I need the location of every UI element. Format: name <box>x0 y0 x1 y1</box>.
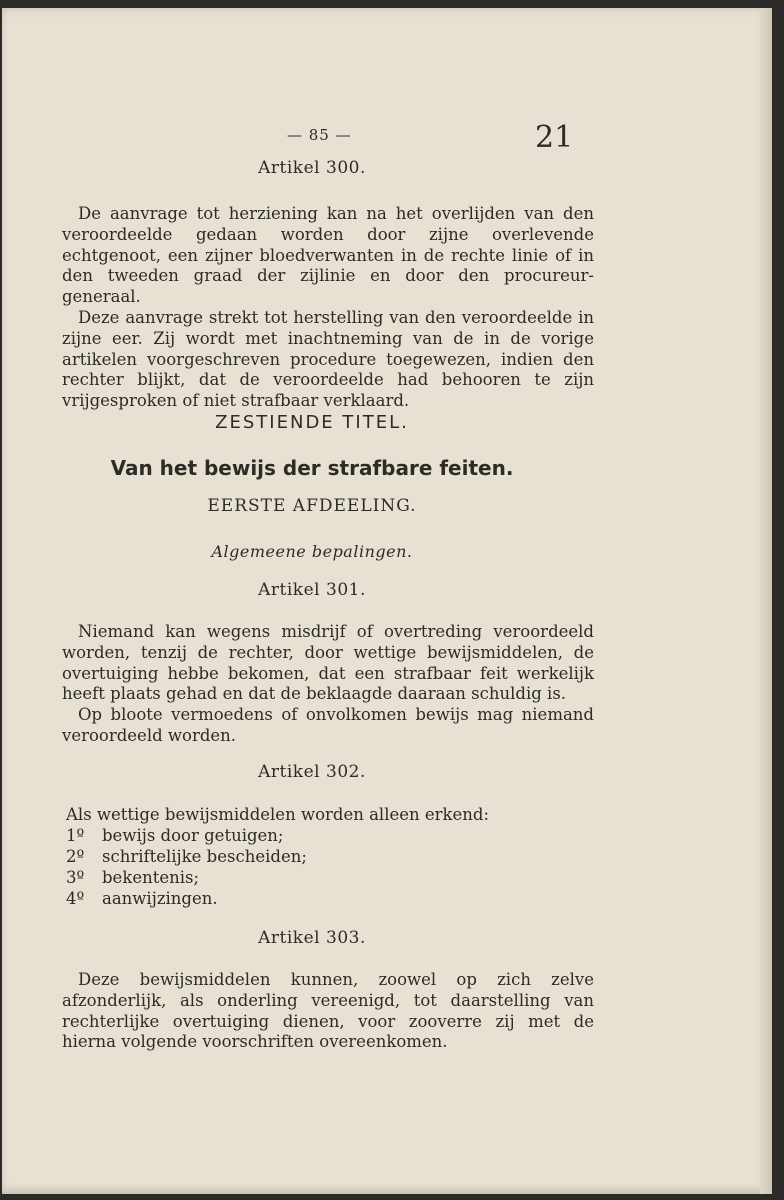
article-301-heading: Artikel 301. <box>258 580 366 600</box>
list-item-text: bewijs door getuigen; <box>102 826 284 845</box>
folio-number: — 85 — <box>287 126 352 144</box>
article-302-heading: Artikel 302. <box>258 762 366 782</box>
list-item-text: aanwijzingen. <box>102 889 218 908</box>
list-item-number: 3º <box>66 868 85 887</box>
article-300-paragraph-2: Deze aanvrage strekt tot herstelling van den veroordeelde in zijne eer. Zij wordt met inachtneming van de in de vorige artikelen voorgeschreven procedure toegewezen, indien den rechter blijkt, dat de veroordeelde had behooren te zijn vrijgesproken of niet strafbaar verklaard. <box>62 307 594 411</box>
subsection-heading: Algemeene bepalingen. <box>211 542 413 561</box>
article-303-paragraph-1: Deze bewijsmiddelen kunnen, zoowel op zich zelve afzonderlijk, als onderling vereenigd, tot daarstelling van rechterlijke overtuiging dienen, voor zooverre zij met de hierna volgende voorschriften overeenkomen. <box>62 970 594 1052</box>
list-item <box>66 888 594 909</box>
page-edge <box>760 8 772 1194</box>
article-301-body <box>62 622 594 747</box>
section-heading: EERSTE AFDEELING. <box>207 496 417 516</box>
article-300-body <box>62 204 594 412</box>
article-301-paragraph-1: Niemand kan wegens misdrijf of overtreding veroordeeld worden, tenzij de rechter, door wettige bewijsmiddelen, de overtuiging hebbe bekomen, dat een strafbaar feit werkelijk heeft plaats gehad en dat de beklaagde daaraan schuldig is. <box>62 622 594 704</box>
article-300-heading: Artikel 300. <box>258 158 366 178</box>
list-item <box>66 846 594 867</box>
list-item-number: 2º <box>66 847 85 866</box>
title-name: Van het bewijs der strafbare feiten. <box>110 456 514 480</box>
list-item-text: bekentenis; <box>102 868 200 887</box>
article-301-paragraph-2: Op bloote vermoedens of onvolkomen bewijs mag niemand veroordeeld worden. <box>62 705 594 745</box>
article-302-body <box>62 804 594 909</box>
list-item-number: 1º <box>66 826 85 845</box>
title-heading: ZESTIENDE TITEL. <box>215 412 409 433</box>
article-303-heading: Artikel 303. <box>258 928 366 948</box>
article-300-paragraph-1: De aanvrage tot herziening kan na het overlijden van den veroordeelde gedaan worden door zijne overlevende echtgenoot, een zijner bloedverwanten in de rechte linie of in den tweeden graad der zijlinie en door den procureur-generaal. <box>62 204 594 307</box>
list-item-text: schriftelijke bescheiden; <box>102 847 307 866</box>
list-item <box>66 825 594 846</box>
article-302-intro: Als wettige bewijsmiddelen worden alleen erkend: <box>66 805 490 824</box>
list-item <box>66 867 594 888</box>
article-303-body <box>62 970 594 1053</box>
list-item-number: 4º <box>66 889 85 908</box>
document-page <box>2 8 772 1194</box>
page-number: 21 <box>535 120 574 155</box>
